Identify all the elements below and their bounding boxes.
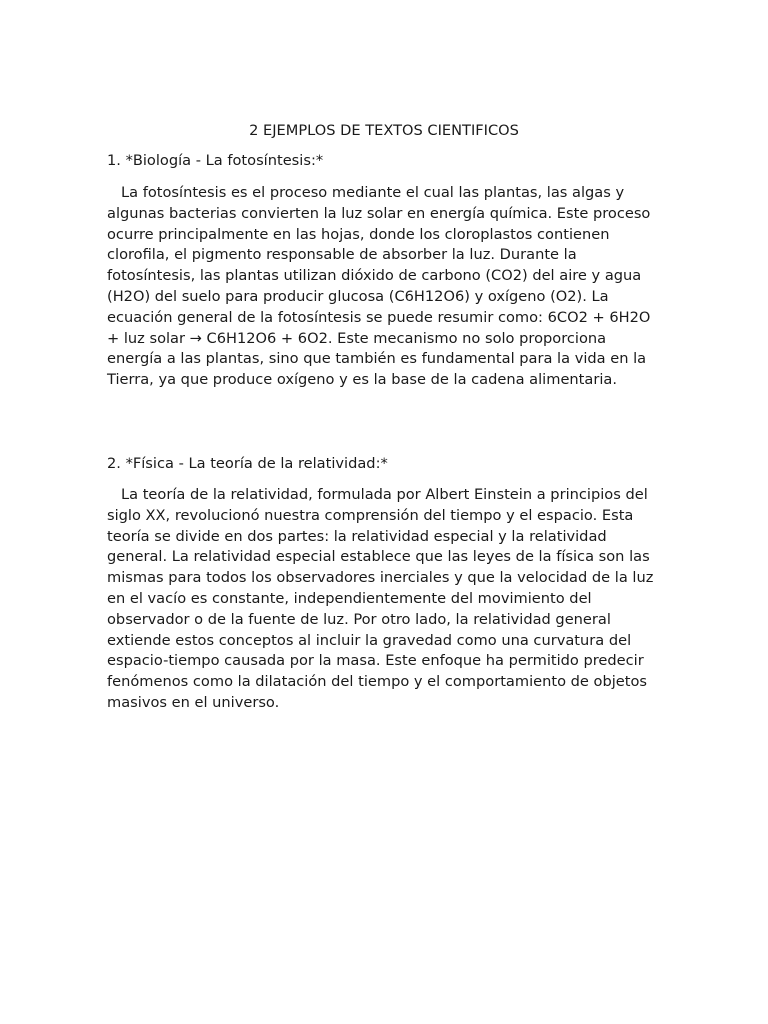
section-body-physics: La teoría de la relatividad, formulada por Albert Einstein a principios del siglo XX, revolucionó nuestra comprensión del tiempo y el espacio. Esta teoría se divide en dos partes: la relatividad especial y la relatividad general. La relatividad especial establece que las leyes de la física son las mismas para todos los observadores inerciales y que la velocidad de la luz en el vacío es constante, independientemente del movimiento del observador o de la fuente de luz. Por otro lado, la relatividad general extiende estos conceptos al incluir la gravedad como una curvatura del espacio-tiempo causada por la masa. Este enfoque ha permitido predecir fenómenos como la dilatación del tiempo y el comportamiento de objetos masivos en el universo. — [107, 486, 654, 711]
section-body-biology: La fotosíntesis es el proceso mediante el cual las plantas, las algas y algunas bacterias convierten la luz solar en energía química. Este proceso ocurre principalmente en las hojas, donde los cloroplastos contienen clorofila, el pigmento responsable de absorber la luz. Durante la fotosíntesis, las plantas utilizan dióxido de carbono (CO2) del aire y agua (H2O) del suelo para producir glucosa (C6H12O6) y oxígeno (O2). La ecuación general de la fotosíntesis se puede resumir como: 6CO2 + 6H2O + luz solar → C6H12O6 + 6O2. Este mecanismo no solo proporciona energía a las plantas, sino que también es fundamental para la vida en la Tierra, ya que produce oxígeno y es la base de la cadena alimentaria. — [107, 184, 651, 389]
section-heading-physics: 2. *Física - La teoría de la relatividad:* — [107, 455, 388, 472]
section-heading-biology: 1. *Biología - La fotosíntesis:* — [107, 152, 324, 169]
document-title: 2 EJEMPLOS DE TEXTOS CIENTIFICOS — [249, 122, 519, 139]
